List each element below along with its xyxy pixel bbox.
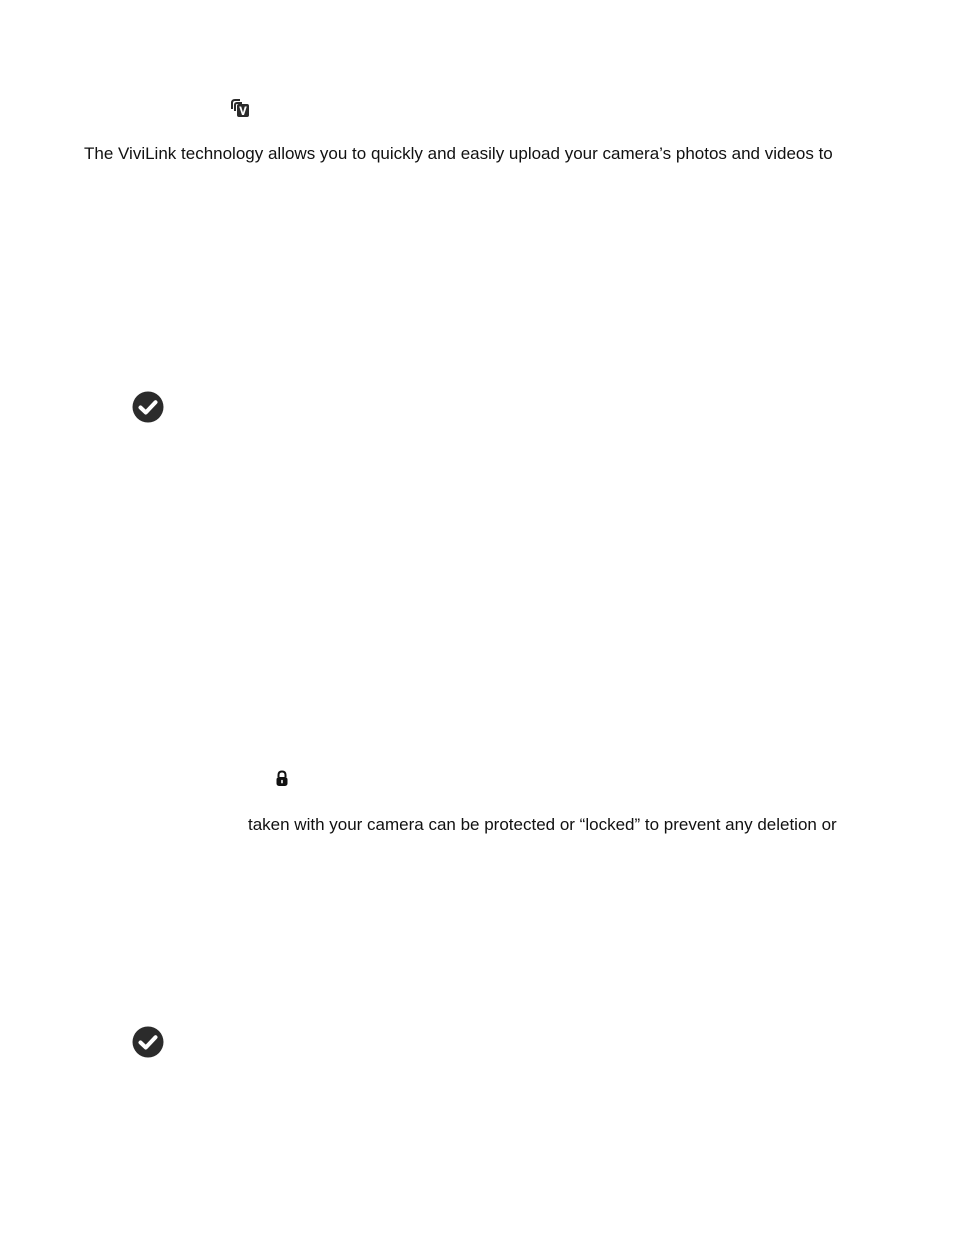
protect-description-line: taken with your camera can be protected or “locked” to prevent any deletion or [248,815,837,834]
checkmark-circle-icon [132,391,164,423]
lock-icon [275,770,289,787]
vivilink-description-line: The ViviLink technology allows you to quickly and easily upload your camera’s photos and videos to [84,144,833,163]
vivilink-icon [229,97,250,118]
checkmark-circle-icon [132,1026,164,1058]
